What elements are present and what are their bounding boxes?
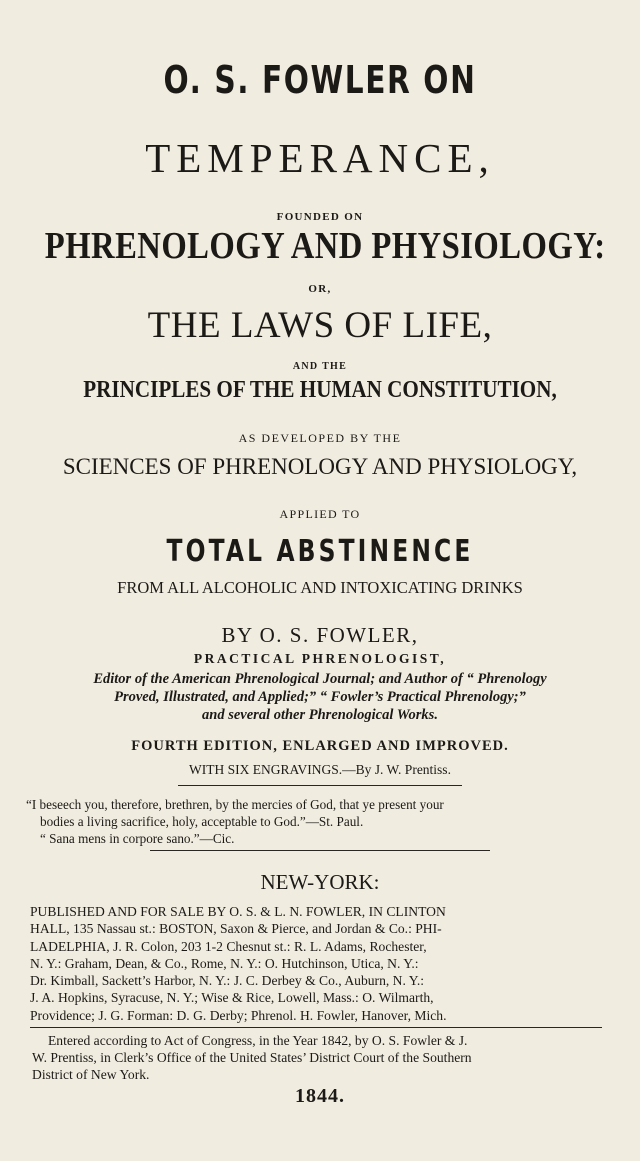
imprint-line: Providence; J. G. Forman: D. G. Derby; Phrenol. H. Fowler, Hanover, Mich. (30, 1007, 447, 1023)
imprint-line: PUBLISHED AND FOR SALE BY O. S. & L. N. FOWLER, IN CLINTON (30, 904, 446, 919)
or-label: OR, (308, 283, 332, 295)
copyright-line: Entered according to Act of Congress, in the Year 1842, by O. S. Fowler & J. (48, 1033, 468, 1048)
imprint-line: J. A. Hopkins, Syracuse, N. Y.; Wise & Rice, Lowell, Mass.: O. Wilmarth, (30, 990, 434, 1006)
imprint (30, 903, 605, 1024)
author-credits-line-3: and several other Phrenological Works. (202, 707, 438, 723)
rule-middle (150, 850, 490, 851)
copyright-line: W. Prentiss, in Clerk’s Office of the United States’ District Court of the Southern (32, 1050, 472, 1065)
title-line-2: TEMPERANCE, (145, 135, 495, 181)
author-name: BY O. S. FOWLER, (221, 623, 419, 647)
author-credits-line-1: Editor of the American Phrenological Journal; and Author of “ Phrenology (93, 671, 547, 687)
title-line-4: THE LAWS OF LIFE, (147, 305, 493, 346)
title-line-1: O. S. FOWLER ON (163, 58, 477, 102)
epigraph-line-2: bodies a living sacrifice, holy, acceptable to God.”—St. Paul. (40, 814, 364, 829)
rule-bottom (30, 1027, 602, 1028)
title-line-6: SCIENCES OF PHRENOLOGY AND PHYSIOLOGY, (62, 454, 578, 479)
author-role: PRACTICAL PHRENOLOGIST, (193, 651, 447, 666)
applied-to-label: APPLIED TO (279, 507, 361, 521)
founded-on-label: FOUNDED ON (276, 211, 364, 223)
epigraph-line-1: “I beseech you, therefore, brethren, by the mercies of God, that ye present your (26, 797, 444, 812)
title-line-8: FROM ALL ALCOHOLIC AND INTOXICATING DRINKS (117, 578, 523, 597)
imprint-line: HALL, 135 Nassau st.: BOSTON, Saxon & Pierce, and Jordan & Co.: PHI- (30, 921, 442, 937)
copyright (32, 1032, 607, 1083)
epigraph (26, 796, 614, 847)
imprint-line: LADELPHIA, J. R. Colon, 203 1-2 Chesnut st.: R. L. Adams, Rochester, (30, 938, 427, 954)
as-developed-label: AS DEVELOPED BY THE (238, 431, 402, 445)
author-credits-line-2: Proved, Illustrated, and Applied;” “ Fowler’s Practical Phrenology;” (114, 689, 526, 705)
title-line-7: TOTAL ABSTINENCE (166, 534, 474, 569)
imprint-line: Dr. Kimball, Sackett’s Harbor, N. Y.: J. C. Derbey & Co., Auburn, N. Y.: (30, 973, 425, 989)
edition-statement: FOURTH EDITION, ENLARGED AND IMPROVED. (131, 738, 509, 754)
imprint-city: NEW-YORK: (260, 870, 380, 894)
publication-year: 1844. (295, 1085, 345, 1107)
epigraph-line-3: “ Sana mens in corpore sano.”—Cic. (40, 831, 235, 846)
title-line-5: PRINCIPLES OF THE HUMAN CONSTITUTION, (83, 377, 557, 403)
rule-top (178, 785, 462, 786)
imprint-line: N. Y.: Graham, Dean, & Co., Rome, N. Y.: O. Hutchinson, Utica, N. Y.: (30, 955, 419, 971)
title-line-3: PHRENOLOGY AND PHYSIOLOGY: (44, 225, 606, 267)
and-the-label: AND THE (292, 361, 348, 372)
engravings-statement: WITH SIX ENGRAVINGS.—By J. W. Prentiss. (189, 762, 451, 777)
copyright-line: District of New York. (32, 1067, 150, 1082)
